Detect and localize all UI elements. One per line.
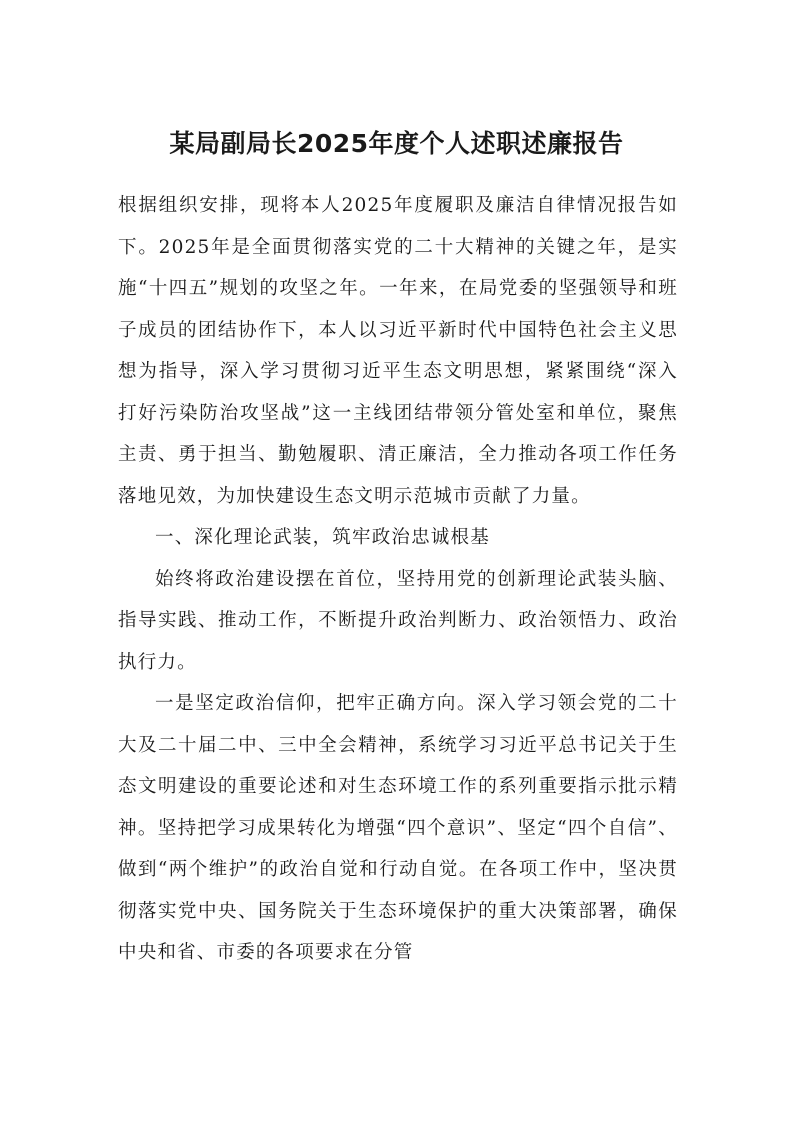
paragraph-intro: 根据组织安排，现将本人2025年度履职及廉洁自律情况报告如下。2025年是全面贯彻落实党的二十大精神的关键之年，是实施“十四五”规划的攻坚之年。一年来，在局党委的坚强领导和班子成员的团结协作下，本人以习近平新时代中国特色社会主义思想为指导，深入学习贯彻习近平生态文明思想，紧紧围绕“深入打好污染防治攻坚战”这一主线团结带领分管处室和单位，聚焦主责、勇于担当、勤勉履职、清正廉洁，全力推动各项工作任务落地见效，为加快建设生态文明示范城市贡献了力量。 [118, 195, 678, 507]
document-body [118, 185, 678, 974]
section-heading: 一、深化理论武装，筑牢政治忠诚根基 [155, 527, 490, 548]
document-title: 某局副局长2025年度个人述职述廉报告 [169, 129, 624, 158]
paragraph-section-body: 始终将政治建设摆在首位，坚持用党的创新理论武装头脑、指导实践、推动工作，不断提升政治判断力、政治领悟力、政治执行力。 [118, 568, 678, 673]
paragraph-item-1: 一是坚定政治信仰，把牢正确方向。深入学习领会党的二十大及二十届二中、三中全会精神，系统学习习近平总书记关于生态文明建设的重要论述和对生态环境工作的系列重要指示批示精神。坚持把学习成果转化为增强“四个意识”、坚定“四个自信”、做到“两个维护”的政治自觉和行动自觉。在各项工作中，坚决贯彻落实党中央、国务院关于生态环境保护的重大决策部署，确保中央和省、市委的各项要求在分管 [118, 693, 678, 963]
